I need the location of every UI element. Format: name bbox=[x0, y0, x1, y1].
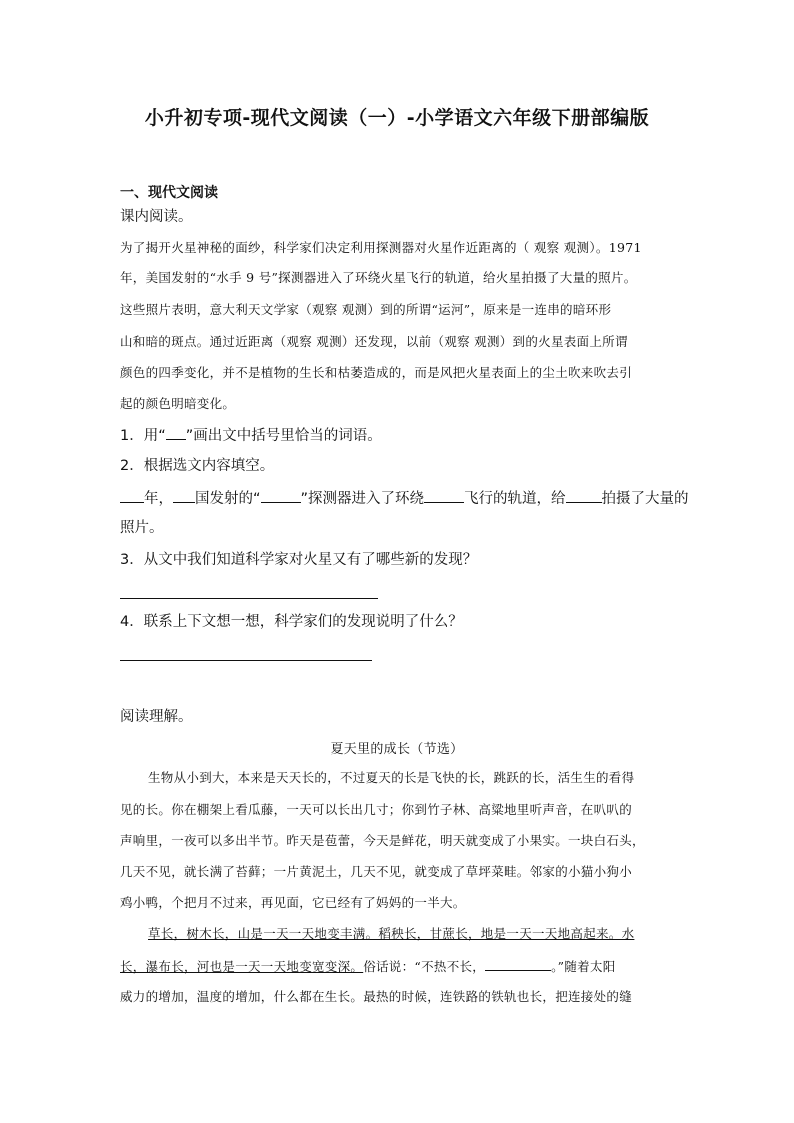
blank bbox=[173, 488, 195, 503]
blank bbox=[424, 488, 464, 503]
section-heading: 一、现代文阅读 bbox=[120, 185, 218, 201]
question-1-text-b: ”画出文中括号里恰当的词语。 bbox=[185, 428, 382, 444]
page-title: 小升初专项-现代文阅读（一）-小学语文六年级下册部编版 bbox=[144, 107, 650, 129]
passage-line: 起的颜色明暗变化。 bbox=[120, 396, 236, 411]
question-1 bbox=[120, 425, 382, 446]
passage-title: 夏天里的成长（节选） bbox=[330, 742, 464, 757]
passage-line: 几天不见，就长满了苔藓；一片黄泥土，几天不见，就变成了草坪菜畦。邻家的小猫小狗小 bbox=[120, 864, 633, 879]
blank bbox=[120, 488, 144, 503]
question-4: 4．联系上下文想一想，科学家们的发现说明了什么？ bbox=[120, 614, 463, 630]
fill-text: 拍摄了大量的 bbox=[601, 491, 689, 507]
question-3: 3．从文中我们知道科学家对火星又有了哪些新的发现？ bbox=[120, 552, 478, 568]
underlined-passage-line: 草长，树木长，山是一天一天地变丰满。稻秧长，甘蔗长，地是一天一天地高起来。水 bbox=[148, 926, 635, 941]
question-1-text-a: 1．用“ bbox=[120, 428, 166, 444]
passage-text: 俗话说：“不热不长， bbox=[363, 959, 486, 974]
passage-line: 山和暗的斑点。通过近距离（观察 观测）还发现，以前（观察 观测）到的火星表面上所谓 bbox=[120, 334, 628, 349]
passage-line: 为了揭开火星神秘的面纱，科学家们决定利用探测器对火星作近距离的（ 观察 观测）。1971 bbox=[120, 240, 642, 255]
fill-text: 飞行的轨道，给 bbox=[464, 491, 566, 507]
answer-line bbox=[120, 660, 372, 661]
passage-line: 鸡小鸭，个把月不过来，再见面，它已经有了妈妈的一半大。 bbox=[120, 895, 466, 910]
answer-line bbox=[120, 598, 378, 599]
question-2-continuation: 照片。 bbox=[120, 520, 164, 536]
passage-line: 生物从小到大，本来是天天长的，不过夏天的长是飞快的长，跳跃的长，活生生的看得 bbox=[148, 770, 635, 785]
section-intro: 课内阅读。 bbox=[120, 209, 193, 225]
section-intro: 阅读理解。 bbox=[120, 709, 193, 725]
blank bbox=[566, 488, 602, 503]
passage-line: 威力的增加，温度的增加，什么都在生长。最热的时候，连铁路的铁轨也长，把连接处的缝 bbox=[120, 989, 633, 1004]
passage-line: 声响里，一夜可以多出半节。昨天是苞蕾，今天是鲜花，明天就变成了小果实。一块白石头， bbox=[120, 833, 645, 848]
fill-text: 国发射的“ bbox=[195, 491, 261, 507]
passage-line bbox=[120, 956, 616, 977]
underlined-text: 长，瀑布长，河也是一天一天地变宽变深。 bbox=[120, 959, 364, 974]
blank bbox=[485, 956, 551, 971]
question-2-fill bbox=[120, 488, 689, 509]
blank bbox=[166, 425, 186, 440]
passage-line: 年，美国发射的“水手 9 号”探测器进入了环绕火星飞行的轨道，给火星拍摄了大量的照片。 bbox=[120, 270, 637, 285]
fill-text: ”探测器进入了环绕 bbox=[300, 491, 425, 507]
passage-line: 颜色的四季变化，并不是植物的生长和枯萎造成的，而是风把火星表面上的尘土吹来吹去引 bbox=[120, 365, 633, 380]
question-2: 2．根据选文内容填空。 bbox=[120, 458, 275, 474]
passage-text: 。”随着太阳 bbox=[551, 959, 616, 974]
blank bbox=[261, 488, 301, 503]
passage-line: 这些照片表明，意大利天文学家（观察 观测）到的所谓“运河”，原来是一连串的暗环形 bbox=[120, 302, 612, 317]
passage-line: 见的长。你在棚架上看瓜藤，一天可以长出几寸；你到竹子林、高粱地里听声音，在叭叭的 bbox=[120, 802, 633, 817]
fill-text: 年， bbox=[144, 491, 173, 507]
